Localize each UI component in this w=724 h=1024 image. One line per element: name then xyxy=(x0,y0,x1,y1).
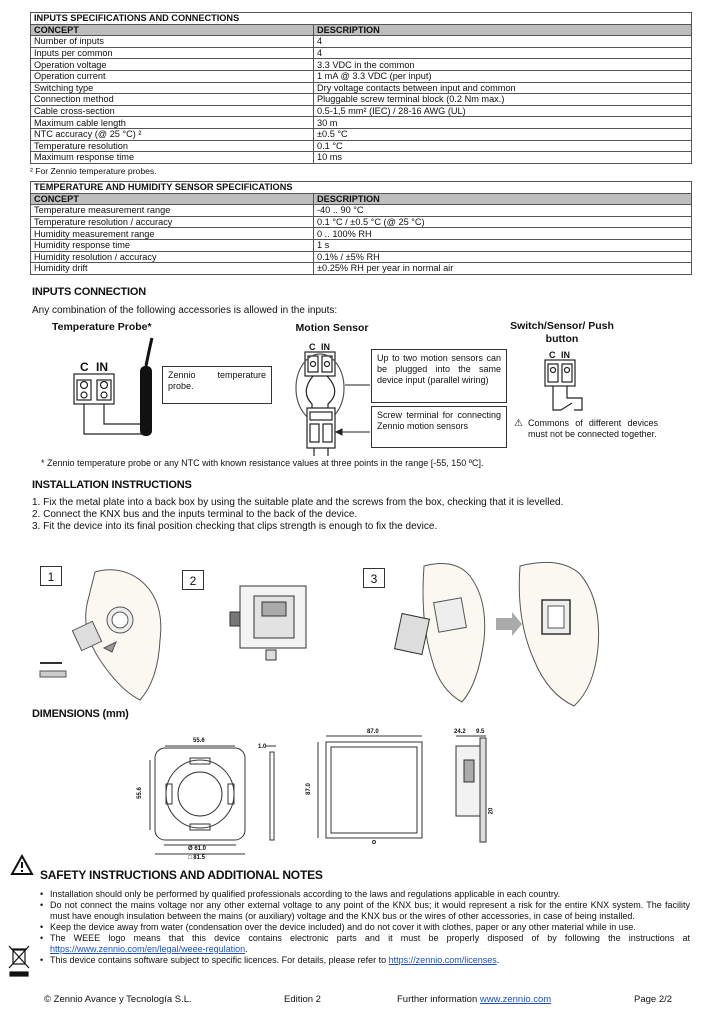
concept-cell: Switching type xyxy=(31,82,314,94)
description-cell: ±0.5 °C xyxy=(314,128,692,140)
weee-bin-icon xyxy=(9,946,29,976)
footer-edition: Edition 2 xyxy=(284,994,321,1005)
motion-terminal-in: IN xyxy=(321,342,330,352)
dim-diameter-61: Ø 61.0 xyxy=(188,846,207,852)
description-cell: 30 m xyxy=(314,117,692,129)
licence-link[interactable]: https://zennio.com/licenses xyxy=(388,955,497,965)
dimensions-title: DIMENSIONS (mm) xyxy=(32,708,129,720)
description-cell: 4 xyxy=(314,36,692,48)
screw-terminal-note-box: Screw terminal for connecting Zennio motion sensors xyxy=(371,406,507,448)
description-cell: 0 .. 100% RH xyxy=(314,228,692,240)
description-cell: 0.5-1,5 mm² (IEC) / 28-16 AWG (UL) xyxy=(314,105,692,117)
safety-item: • Keep the device away from water (condensation over the device included) and do not cover it with clothes, paper or any other material while in use. xyxy=(38,922,690,933)
concept-cell: Temperature resolution / accuracy xyxy=(31,216,314,228)
commons-note: Commons of different devices must not be connected together. xyxy=(528,418,658,439)
concept-cell: Temperature resolution xyxy=(31,140,314,152)
motion-note-box: Up to two motion sensors can be plugged into the same device input (parallel wiring) xyxy=(371,349,507,403)
probe-terminal-c: C xyxy=(80,360,89,374)
probe-note-box: Zennio temperature probe. xyxy=(162,366,272,404)
warning-icon: ⚠ xyxy=(514,418,523,429)
footer-page-number: Page 2/2 xyxy=(634,994,673,1005)
switch-label-line1: Switch/Sensor/ Push xyxy=(510,320,614,332)
dim-24-2: 24.2 xyxy=(454,729,466,735)
footer-further-info xyxy=(397,994,551,1005)
description-cell: Pluggable screw terminal block (0.2 Nm max.) xyxy=(314,94,692,106)
concept-cell: Humidity measurement range xyxy=(31,228,314,240)
description-cell: 0.1 °C xyxy=(314,140,692,152)
description-cell: 10 ms xyxy=(314,152,692,164)
inputs-connection-title: INPUTS CONNECTION xyxy=(32,286,146,298)
concept-cell: Humidity drift xyxy=(31,263,314,275)
licence-text: This device contains software subject to specific licences. For details, please refer to xyxy=(50,955,387,965)
column-header-description: DESCRIPTION xyxy=(314,193,692,205)
switch-label-line2: button xyxy=(545,333,579,345)
inputs-connection-intro: Any combination of the following accessories is allowed in the inputs: xyxy=(32,305,338,316)
dim-9-5: 9.5 xyxy=(476,729,485,735)
concept-cell: Cable cross-section xyxy=(31,105,314,117)
column-header-concept: CONCEPT xyxy=(31,24,314,36)
description-cell: 0.1 °C / ±0.5 °C (@ 25 °C) xyxy=(314,216,692,228)
dim-1-0: 1.0 xyxy=(258,744,267,750)
column-header-description: DESCRIPTION xyxy=(314,24,692,36)
probe-terminal-in: IN xyxy=(96,360,108,374)
description-cell: 1 mA @ 3.3 VDC (per input) xyxy=(314,70,692,82)
installation-step-1: 1. Fix the metal plate into a back box by using the suitable plate and the screws from the box, checking that it is levelled. xyxy=(32,497,564,508)
footer-further-label: Further information xyxy=(397,994,478,1005)
description-cell: 4 xyxy=(314,47,692,59)
inputs-footnote: ² For Zennio temperature probes. xyxy=(30,166,157,176)
description-cell: 0.1% / ±5% RH xyxy=(314,251,692,263)
safety-item-licence xyxy=(38,955,690,966)
description-cell: -40 .. 90 °C xyxy=(314,205,692,217)
inputs-table-title: INPUTS SPECIFICATIONS AND CONNECTIONS xyxy=(31,13,692,25)
installation-title: INSTALLATION INSTRUCTIONS xyxy=(32,479,192,491)
concept-cell: Number of inputs xyxy=(31,36,314,48)
concept-cell: NTC accuracy (@ 25 °C) ² xyxy=(31,128,314,140)
warning-triangle-icon xyxy=(12,856,32,874)
switch-terminal-in: IN xyxy=(561,350,570,360)
switch-terminal-c: C xyxy=(549,350,556,360)
temperature-probe-label: Temperature Probe* xyxy=(52,321,152,333)
concept-cell: Humidity resolution / accuracy xyxy=(31,251,314,263)
concept-cell: Operation voltage xyxy=(31,59,314,71)
concept-cell: Maximum response time xyxy=(31,152,314,164)
installation-step-2: 2. Connect the KNX bus and the inputs terminal to the back of the device. xyxy=(32,509,358,520)
concept-cell: Connection method xyxy=(31,94,314,106)
licence-end: . xyxy=(496,955,500,965)
motion-terminal-c: C xyxy=(309,342,316,352)
description-cell: ±0.25% RH per year in normal air xyxy=(314,263,692,275)
safety-item: • Installation should only be performed by qualified professionals according to the laws and regulations applicable in each country. xyxy=(38,889,690,900)
dim-20: 20 xyxy=(488,807,495,815)
dim-55-6-side: 55.6 xyxy=(136,787,143,799)
concept-cell: Maximum cable length xyxy=(31,117,314,129)
concept-cell: Temperature measurement range xyxy=(31,205,314,217)
weee-link[interactable]: https://www.zennio.com/en/legal/weee-regulation xyxy=(50,944,246,954)
dim-55-6-top: 55.6 xyxy=(193,738,205,744)
motion-sensor-label: Motion Sensor xyxy=(295,322,369,334)
safety-title: SAFETY INSTRUCTIONS AND ADDITIONAL NOTES xyxy=(40,868,323,882)
safety-list xyxy=(38,889,690,966)
footer-website-link[interactable]: www.zennio.com xyxy=(479,994,552,1005)
concept-cell: Humidity response time xyxy=(31,239,314,251)
step-2-badge: 2 xyxy=(182,570,204,590)
weee-text: The WEEE logo means that this device contains electronic parts and it must be properly disposed of by following the instructions at xyxy=(50,933,690,943)
safety-item: • Do not connect the mains voltage nor any other external voltage to any point of the KNX bus; it would represent a risk for the entire KNX system. The facility must have enough insulation between the mains (or auxiliary) voltage and the KNX bus or the wires of other accessories, in case of being installed. xyxy=(38,900,690,922)
step-3-badge: 3 xyxy=(363,568,385,588)
dim-square-81-5: □ 81.5 xyxy=(188,855,205,861)
sensor-table-title: TEMPERATURE AND HUMIDITY SENSOR SPECIFICATIONS xyxy=(31,182,692,194)
step-1-badge: 1 xyxy=(40,566,62,586)
description-cell: 3.3 VDC in the common xyxy=(314,59,692,71)
installation-step-3: 3. Fit the device into its final position checking that clips strength is enough to fix the device. xyxy=(32,521,438,532)
concept-cell: Operation current xyxy=(31,70,314,82)
dim-87-width: 87.0 xyxy=(367,729,379,735)
safety-item-weee xyxy=(38,933,690,955)
dim-87-height: 87.0 xyxy=(305,783,312,795)
probe-asterisk-note: * Zennio temperature probe or any NTC with known resistance values at three points in the range [-55, 150 ºC]. xyxy=(41,458,484,468)
description-cell: 1 s xyxy=(314,239,692,251)
footer-copyright: © Zennio Avance y Tecnología S.L. xyxy=(44,994,192,1005)
description-cell: Dry voltage contacts between input and common xyxy=(314,82,692,94)
concept-cell: Inputs per common xyxy=(31,47,314,59)
weee-end: . xyxy=(245,944,248,954)
column-header-concept: CONCEPT xyxy=(31,193,314,205)
